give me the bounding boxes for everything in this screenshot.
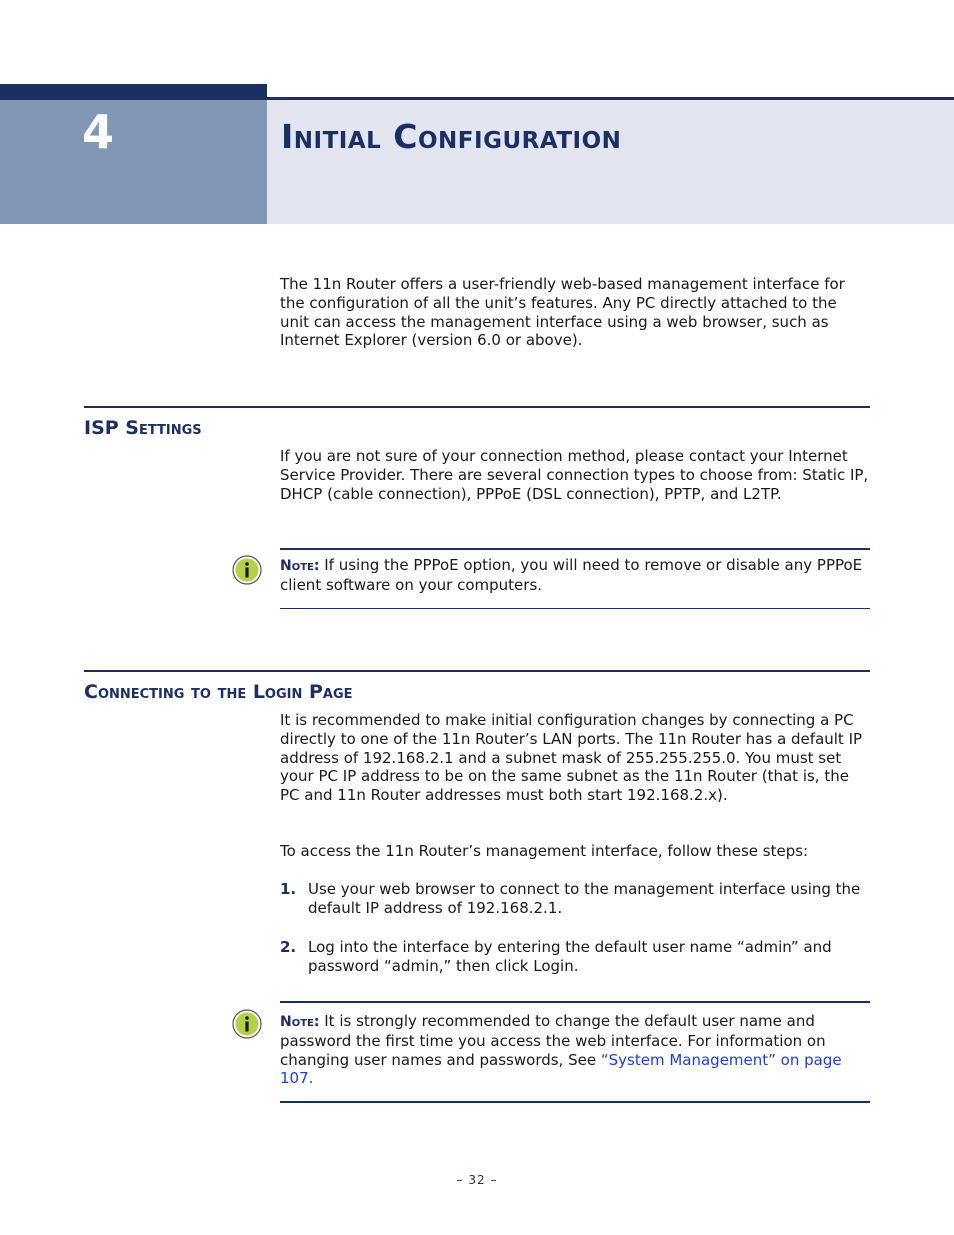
intro-paragraph: The 11n Router offers a user-friendly web-based management interface for the configuration of all the unit’s features. Any PC directly attached to the unit can access the management interface using a web browser, such as Internet Explorer (version 6.0 or above). bbox=[280, 275, 845, 350]
isp-note-text: If using the PPPoE option, you will need to remove or disable any PPPoE client software on your computers. bbox=[280, 556, 863, 594]
login-note-top-rule bbox=[280, 1001, 870, 1003]
step-2-text: Log into the interface by entering the default user name “admin” and password “admin,” then click Login. bbox=[308, 938, 832, 975]
chapter-number: 4 bbox=[82, 105, 115, 159]
login-note-text: It is strongly recommended to change the default user name and password the first time you access the web interface. For information on changing user names and passwords, See bbox=[280, 1012, 826, 1069]
isp-note-bottom-rule bbox=[280, 608, 870, 609]
isp-note-label: Note: bbox=[280, 558, 320, 574]
step-1-number: 1. bbox=[280, 880, 297, 898]
chapter-box-top-bar bbox=[0, 84, 267, 100]
system-management-link[interactable]: “System Management” on page 107. bbox=[280, 1050, 842, 1088]
login-section-rule bbox=[84, 670, 870, 672]
login-paragraph-1: It is recommended to make initial configuration changes by connecting a PC directly to one of the 11n Router’s LAN ports. The 11n Router has a default IP address of 192.168.2.1 and a subnet mask of 255.255.255.0. You must set your PC IP address to be on the same subnet as the 11n Router (that is, the PC and 11n Router addresses must both start 192.168.2.x). bbox=[280, 711, 863, 805]
page-number: – 32 – bbox=[456, 1173, 498, 1187]
info-note-icon bbox=[232, 1009, 262, 1039]
isp-section-rule bbox=[84, 406, 870, 408]
info-note-icon bbox=[232, 555, 262, 585]
chapter-title-rule bbox=[267, 97, 954, 100]
chapter-title: Initial Configuration bbox=[281, 117, 622, 156]
chapter-number-box bbox=[0, 84, 267, 224]
step-2-number: 2. bbox=[280, 938, 297, 956]
login-note-label: Note: bbox=[280, 1014, 320, 1030]
login-page-heading: Connecting to the Login Page bbox=[84, 681, 353, 703]
login-note bbox=[280, 1012, 870, 1088]
isp-settings-paragraph: If you are not sure of your connection method, please contact your Internet Service Provider. There are several connection types to choose from: Static IP, DHCP (cable connection), PPPoE (DSL connection), PPTP, and L2TP. bbox=[280, 447, 869, 503]
step-1-text: Use your web browser to connect to the management interface using the default IP address of 192.168.2.1. bbox=[308, 880, 861, 917]
isp-note bbox=[280, 556, 870, 595]
isp-note-top-rule bbox=[280, 548, 870, 550]
login-note-bottom-rule bbox=[280, 1101, 870, 1103]
login-paragraph-2: To access the 11n Router’s management interface, follow these steps: bbox=[280, 842, 809, 860]
isp-settings-heading: ISP Settings bbox=[84, 417, 202, 439]
